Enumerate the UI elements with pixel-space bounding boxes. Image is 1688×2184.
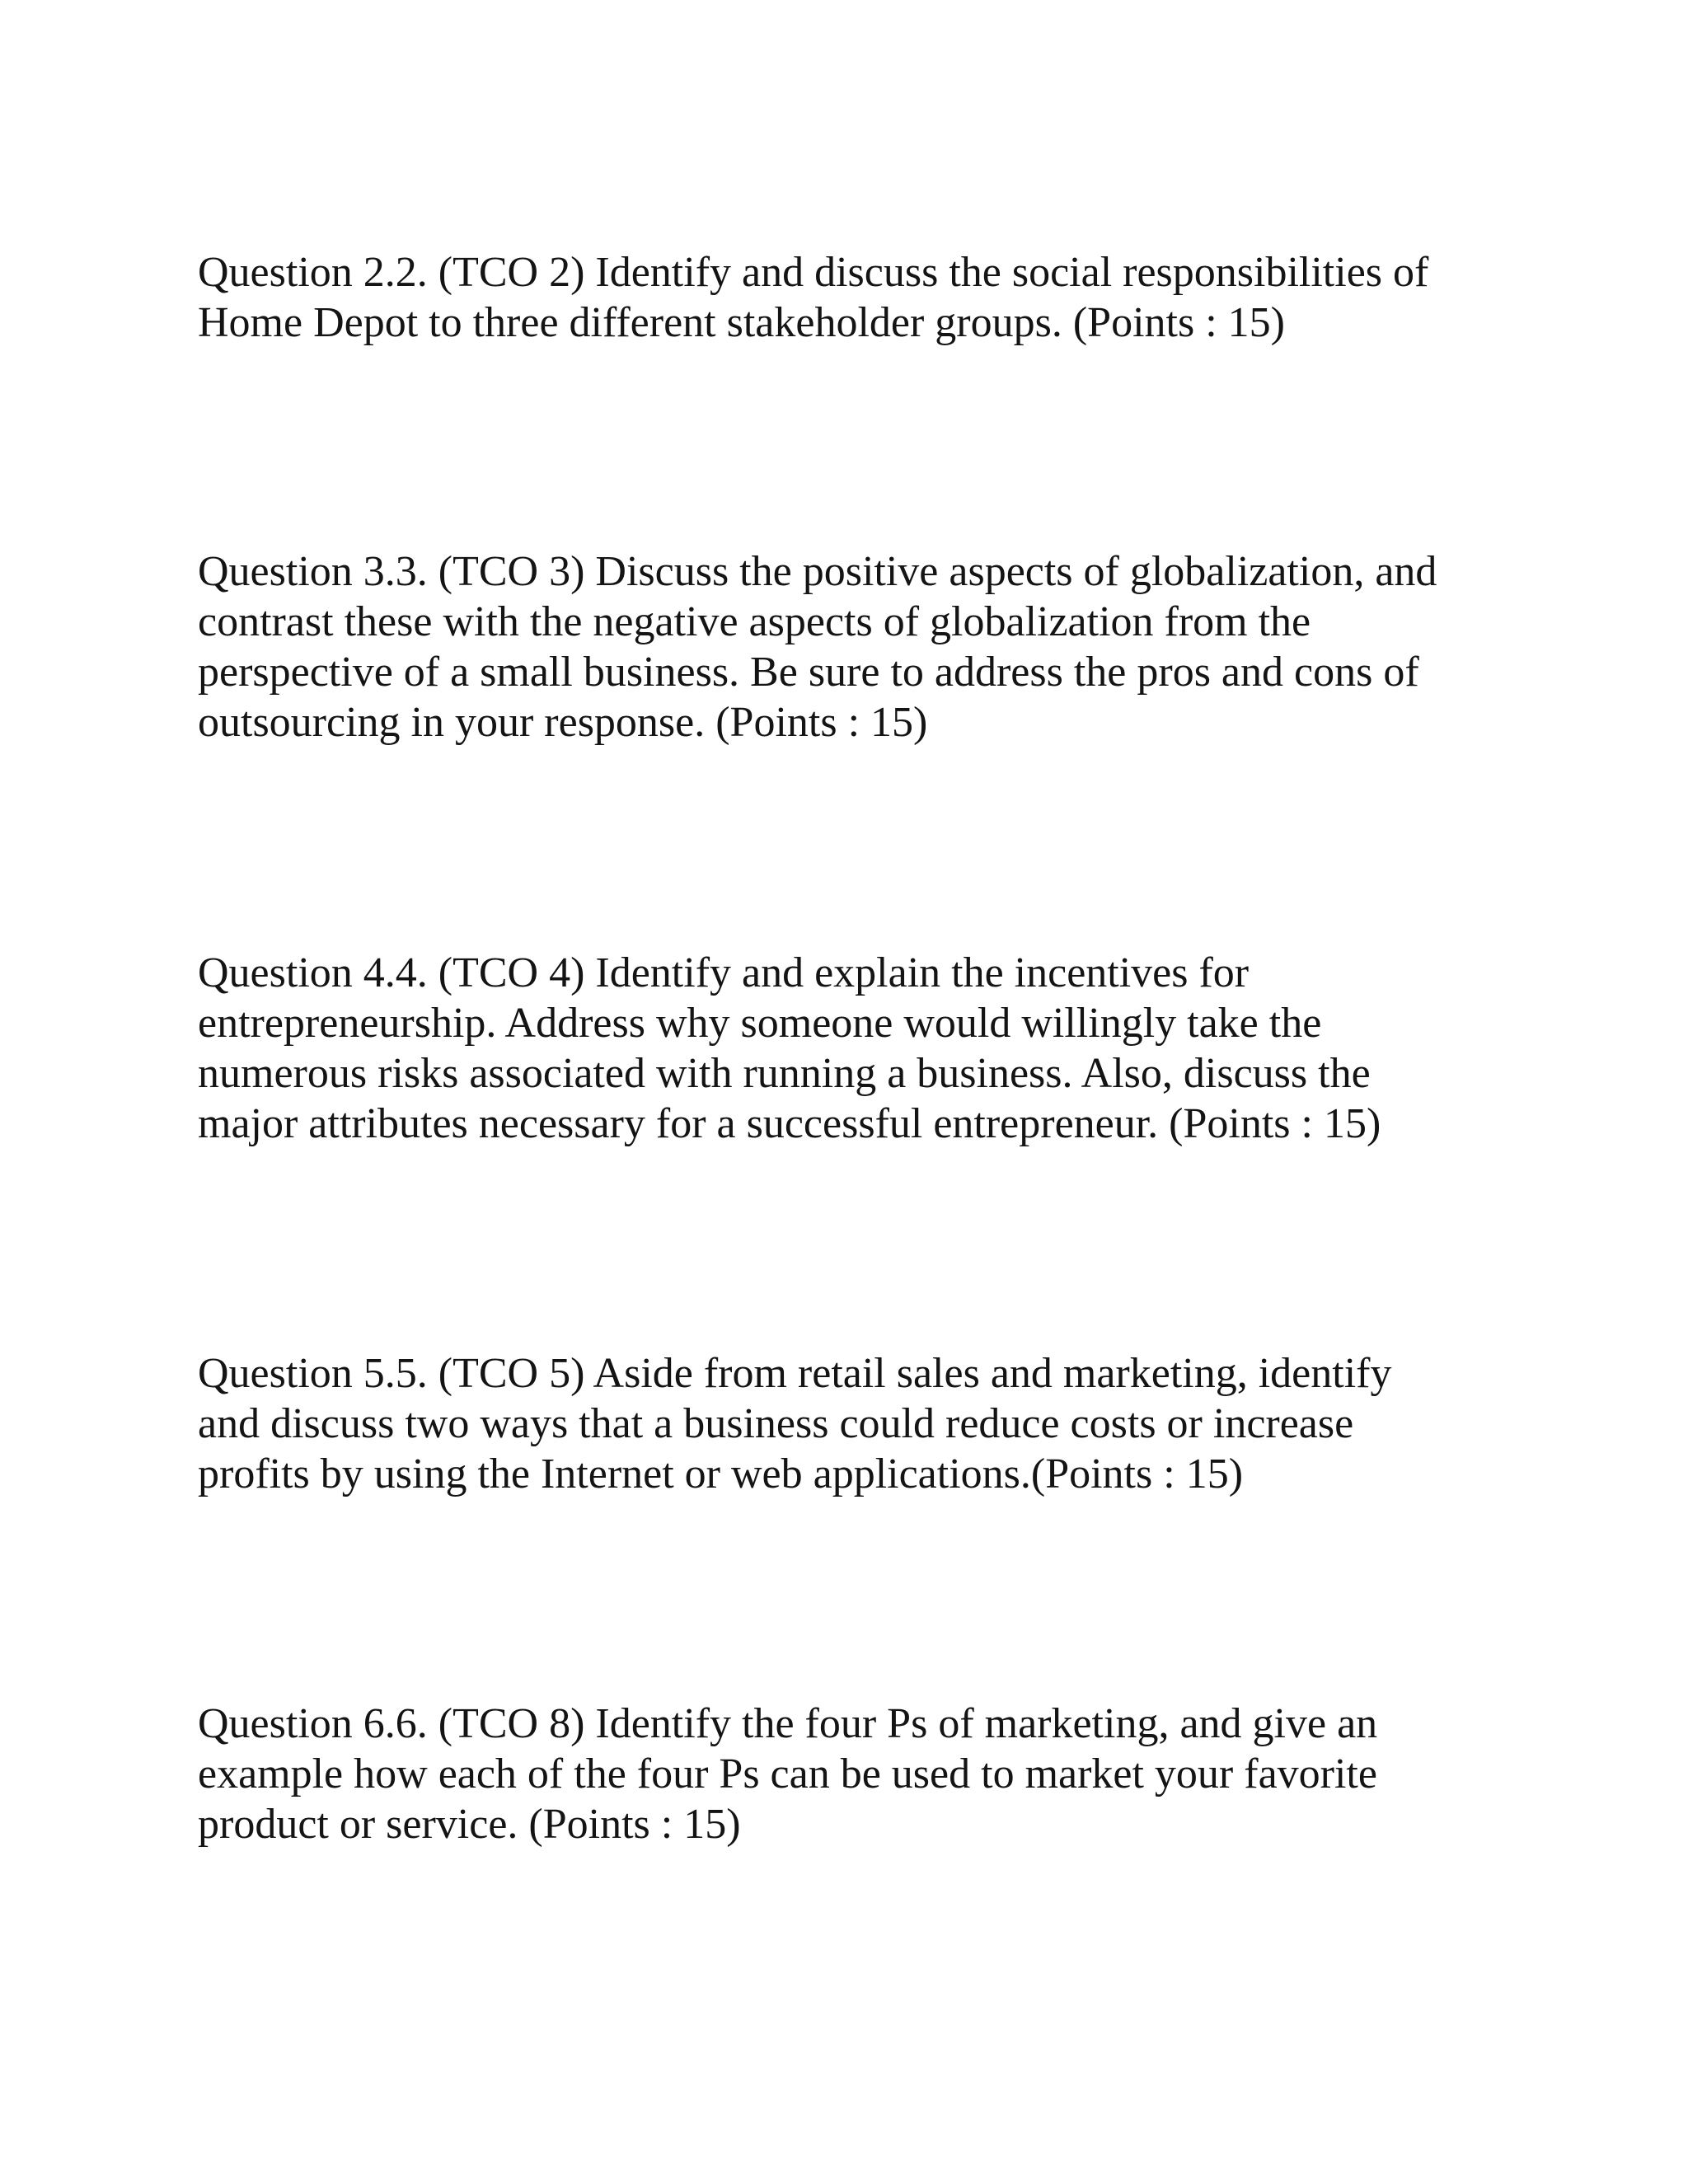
question-line: and discuss two ways that a business could reduce costs or increase [198, 1400, 1354, 1447]
question-line: Question 2.2. (TCO 2) Identify and discuss the social responsibilities of [198, 249, 1429, 296]
question-line: major attributes necessary for a successful entrepreneur. (Points : 15) [198, 1100, 1381, 1147]
question-line: contrast these with the negative aspects of globalization from the [198, 598, 1311, 645]
question-6-6 [198, 1699, 1484, 1849]
question-line: product or service. (Points : 15) [198, 1801, 741, 1848]
question-line: Question 3.3. (TCO 3) Discuss the positive aspects of globalization, and [198, 548, 1437, 595]
question-line: Question 5.5. (TCO 5) Aside from retail sales and marketing, identify [198, 1350, 1392, 1397]
question-3-3 [198, 546, 1484, 748]
question-line: numerous risks associated with running a business. Also, discuss the [198, 1050, 1371, 1097]
question-4-4 [198, 948, 1484, 1149]
question-line: Question 6.6. (TCO 8) Identify the four Ps of marketing, and give an [198, 1700, 1378, 1747]
question-line: perspective of a small business. Be sure to address the pros and cons of [198, 649, 1419, 696]
question-line: entrepreneurship. Address why someone would willingly take the [198, 1000, 1322, 1047]
question-line: profits by using the Internet or web applications.(Points : 15) [198, 1451, 1244, 1497]
question-5-5 [198, 1348, 1484, 1499]
question-line: Question 4.4. (TCO 4) Identify and explain the incentives for [198, 949, 1250, 996]
question-line: example how each of the four Ps can be used to market your favorite [198, 1750, 1377, 1797]
question-2-2 [198, 247, 1484, 348]
question-line: outsourcing in your response. (Points : 15) [198, 699, 928, 746]
question-line: Home Depot to three different stakeholder groups. (Points : 15) [198, 299, 1285, 346]
